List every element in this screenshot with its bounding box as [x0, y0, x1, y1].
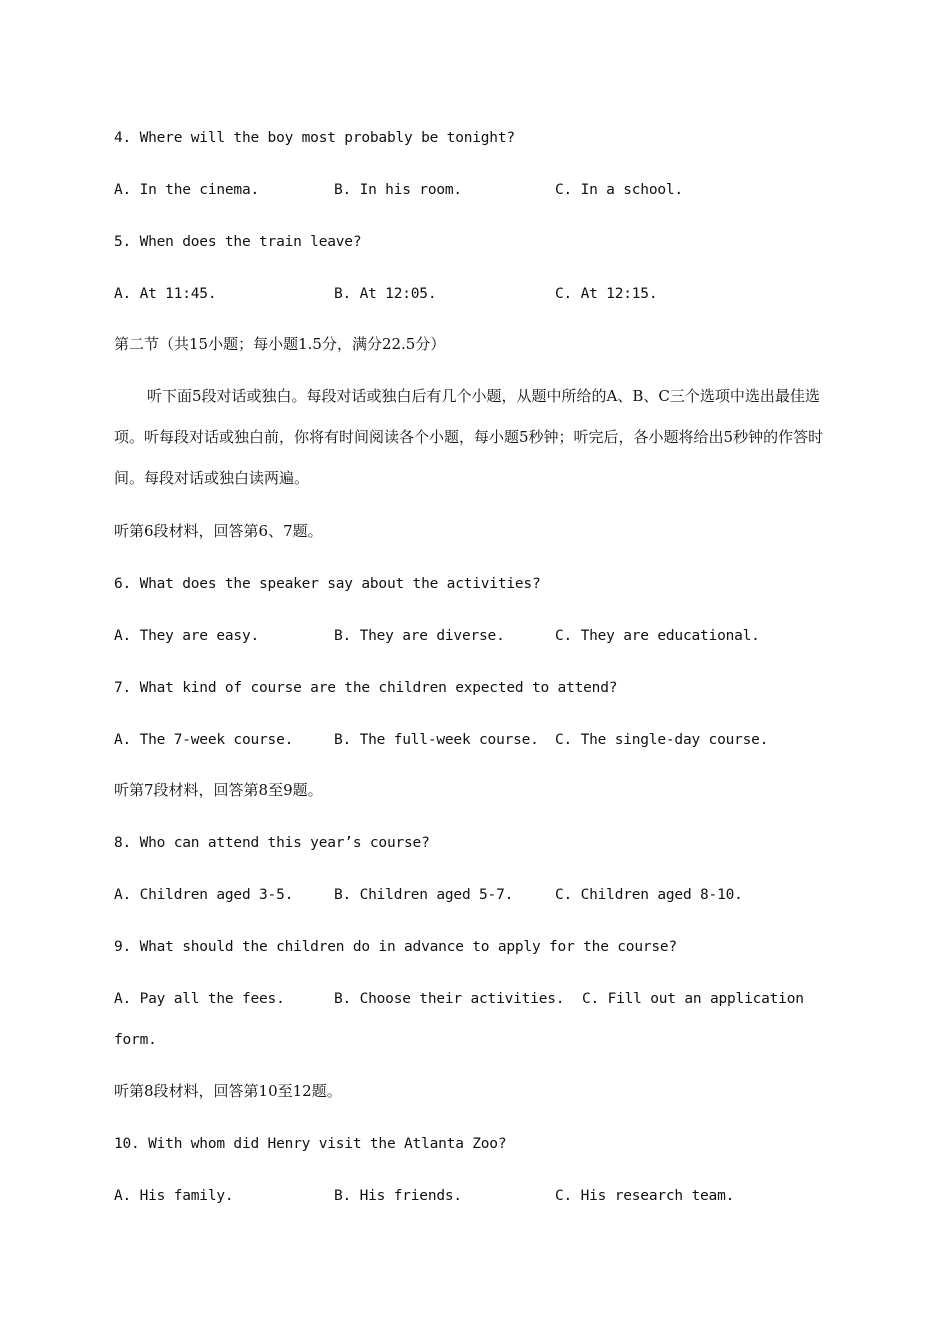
q5-option-a: A. At 11:45.	[114, 286, 217, 302]
instructions-text: 听下面5段对话或独白。每段对话或独白后有几个小题，从题中所给的A、B、C三个选项中选出最佳选项。听每段对话或独白前，你将有时间阅读各个小题，每小题5秒钟；听完后，各小题将给出5秒钟的作答时间。每段对话或独白读两遍。	[114, 387, 824, 487]
question-10: 10. With whom did Henry visit the Atlanta Zoo?	[114, 1136, 507, 1152]
q6-option-b: B. They are diverse.	[334, 628, 505, 644]
section-instructions	[114, 376, 838, 499]
q4-option-a: A. In the cinema.	[114, 182, 260, 198]
question-8: 8. Who can attend this year’s course?	[114, 835, 430, 851]
q9-option-a: A. Pay all the fees.	[114, 991, 285, 1007]
question-4: 4. Where will the boy most probably be tonight?	[114, 130, 515, 146]
question-9: 9. What should the children do in advance to apply for the course?	[114, 939, 677, 955]
q10-option-b: B. His friends.	[334, 1188, 462, 1204]
q6-option-a: A. They are easy.	[114, 628, 260, 644]
question-5: 5. When does the train leave?	[114, 234, 362, 250]
question-6: 6. What does the speaker say about the activities?	[114, 576, 541, 592]
q8-option-c: C. Children aged 8-10.	[555, 887, 743, 903]
q4-option-c: C. In a school.	[555, 182, 683, 198]
q10-option-a: A. His family.	[114, 1188, 234, 1204]
section-heading: 第二节（共15小题；每小题1.5分，满分22.5分）	[114, 335, 446, 353]
q9-option-c-continued: form.	[114, 1032, 157, 1048]
question-7: 7. What kind of course are the children expected to attend?	[114, 680, 618, 696]
passage-7-label: 听第7段材料，回答第8至9题。	[114, 781, 323, 799]
passage-8-label: 听第8段材料，回答第10至12题。	[114, 1082, 342, 1100]
q9-option-c: C. Fill out an application	[582, 991, 804, 1007]
q9-option-b: B. Choose their activities.	[334, 991, 565, 1007]
q4-option-b: B. In his room.	[334, 182, 462, 198]
passage-6-label: 听第6段材料，回答第6、7题。	[114, 522, 323, 540]
q5-option-c: C. At 12:15.	[555, 286, 658, 302]
q10-option-c: C. His research team.	[555, 1188, 735, 1204]
q7-option-c: C. The single-day course.	[555, 732, 769, 748]
q7-option-a: A. The 7-week course.	[114, 732, 294, 748]
q6-option-c: C. They are educational.	[555, 628, 760, 644]
q8-option-b: B. Children aged 5-7.	[334, 887, 514, 903]
q7-option-b: B. The full-week course.	[334, 732, 539, 748]
q5-option-b: B. At 12:05.	[334, 286, 437, 302]
q8-option-a: A. Children aged 3-5.	[114, 887, 294, 903]
